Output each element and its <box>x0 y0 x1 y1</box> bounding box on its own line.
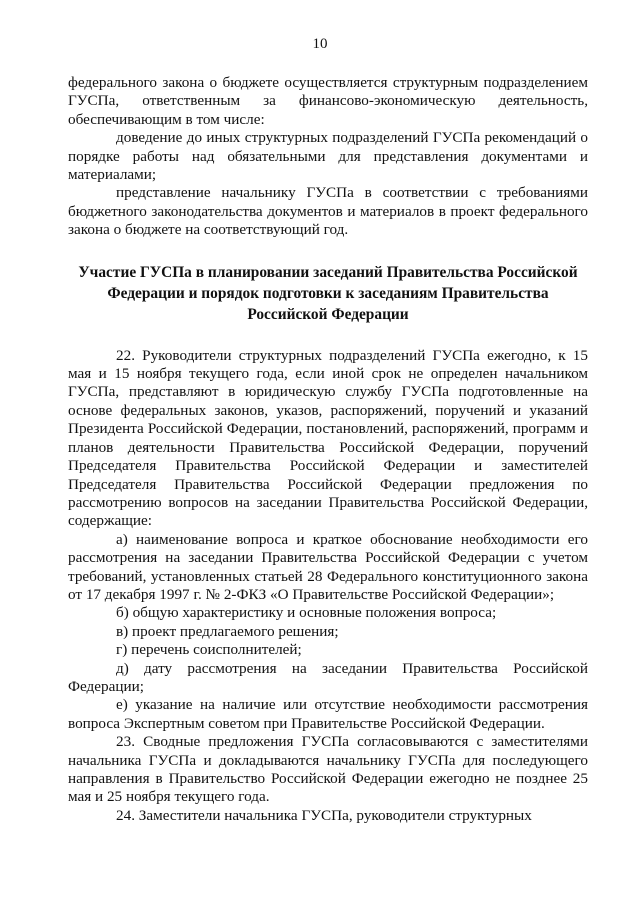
paragraph-continuation: федерального закона о бюджете осуществляется структурным подразделением ГУСПа, ответственным за финансово-экономическую деятельность, обеспечивающим в том числе: <box>68 74 588 128</box>
paragraph-budget-documents: представление начальнику ГУСПа в соответствии с требованиями бюджетного законодательства документов и материалов в проект федерального закона о бюджете на соответствующий год. <box>68 184 588 239</box>
document-body <box>68 74 588 825</box>
paragraph-24-start: 24. Заместители начальника ГУСПа, руководители структурных <box>116 806 532 824</box>
paragraph-22: 22. Руководители структурных подразделений ГУСПа ежегодно, к 15 мая и 15 ноября текущего года, если иной срок не определен начальником ГУСПа, представляют в юридическую службу ГУСПа подготовленные на основе федеральных законов, указов, распоряжений, поручений и указаний Президента Российской Федерации, постановлений, распоряжений, программ и планов деятельности Правительства Российской Федерации, поручений Председателя Правительства Российской Федерации и заместителей Председателя Правительства Российской Федерации предложения по рассмотрению вопросов на заседании Правительства Российской Федерации, содержащие: <box>68 346 588 530</box>
page-number: 10 <box>312 36 328 52</box>
paragraph-23: 23. Сводные предложения ГУСПа согласовываются с заместителями начальника ГУСПа и докладываются начальнику ГУСПа для последующего направления в Правительство Российской Федерации ежегодно не позднее 25 мая и 25 ноября текущего года. <box>68 733 588 806</box>
paragraph-recommendations: доведение до иных структурных подразделений ГУСПа рекомендаций о порядке работы над обязательными для представления документами и материалами; <box>68 129 588 184</box>
list-item-g: г) перечень соисполнителей; <box>116 641 302 659</box>
list-item-e: е) указание на наличие или отсутствие необходимости рассмотрения вопроса Экспертным советом при Правительстве Российской Федерации. <box>68 696 588 732</box>
list-item-a: а) наименование вопроса и краткое обоснование необходимости его рассмотрения на заседании Правительства Российской Федерации с учетом требований, установленных статьей 28 Федерального конституционного закона от 17 декабря 1997 г. № 2-ФКЗ «О Правительстве Российской Федерации»; <box>68 530 588 603</box>
section-heading: Участие ГУСПа в планировании заседаний Правительства Российской Федерации и порядок подготовки к заседаниям Правительства Российской Федерации <box>78 263 578 323</box>
list-item-d: д) дату рассмотрения на заседании Правительства Российской Федерации; <box>68 659 588 695</box>
list-item-b: б) общую характеристику и основные положения вопроса; <box>116 604 497 622</box>
list-item-v: в) проект предлагаемого решения; <box>116 622 339 640</box>
